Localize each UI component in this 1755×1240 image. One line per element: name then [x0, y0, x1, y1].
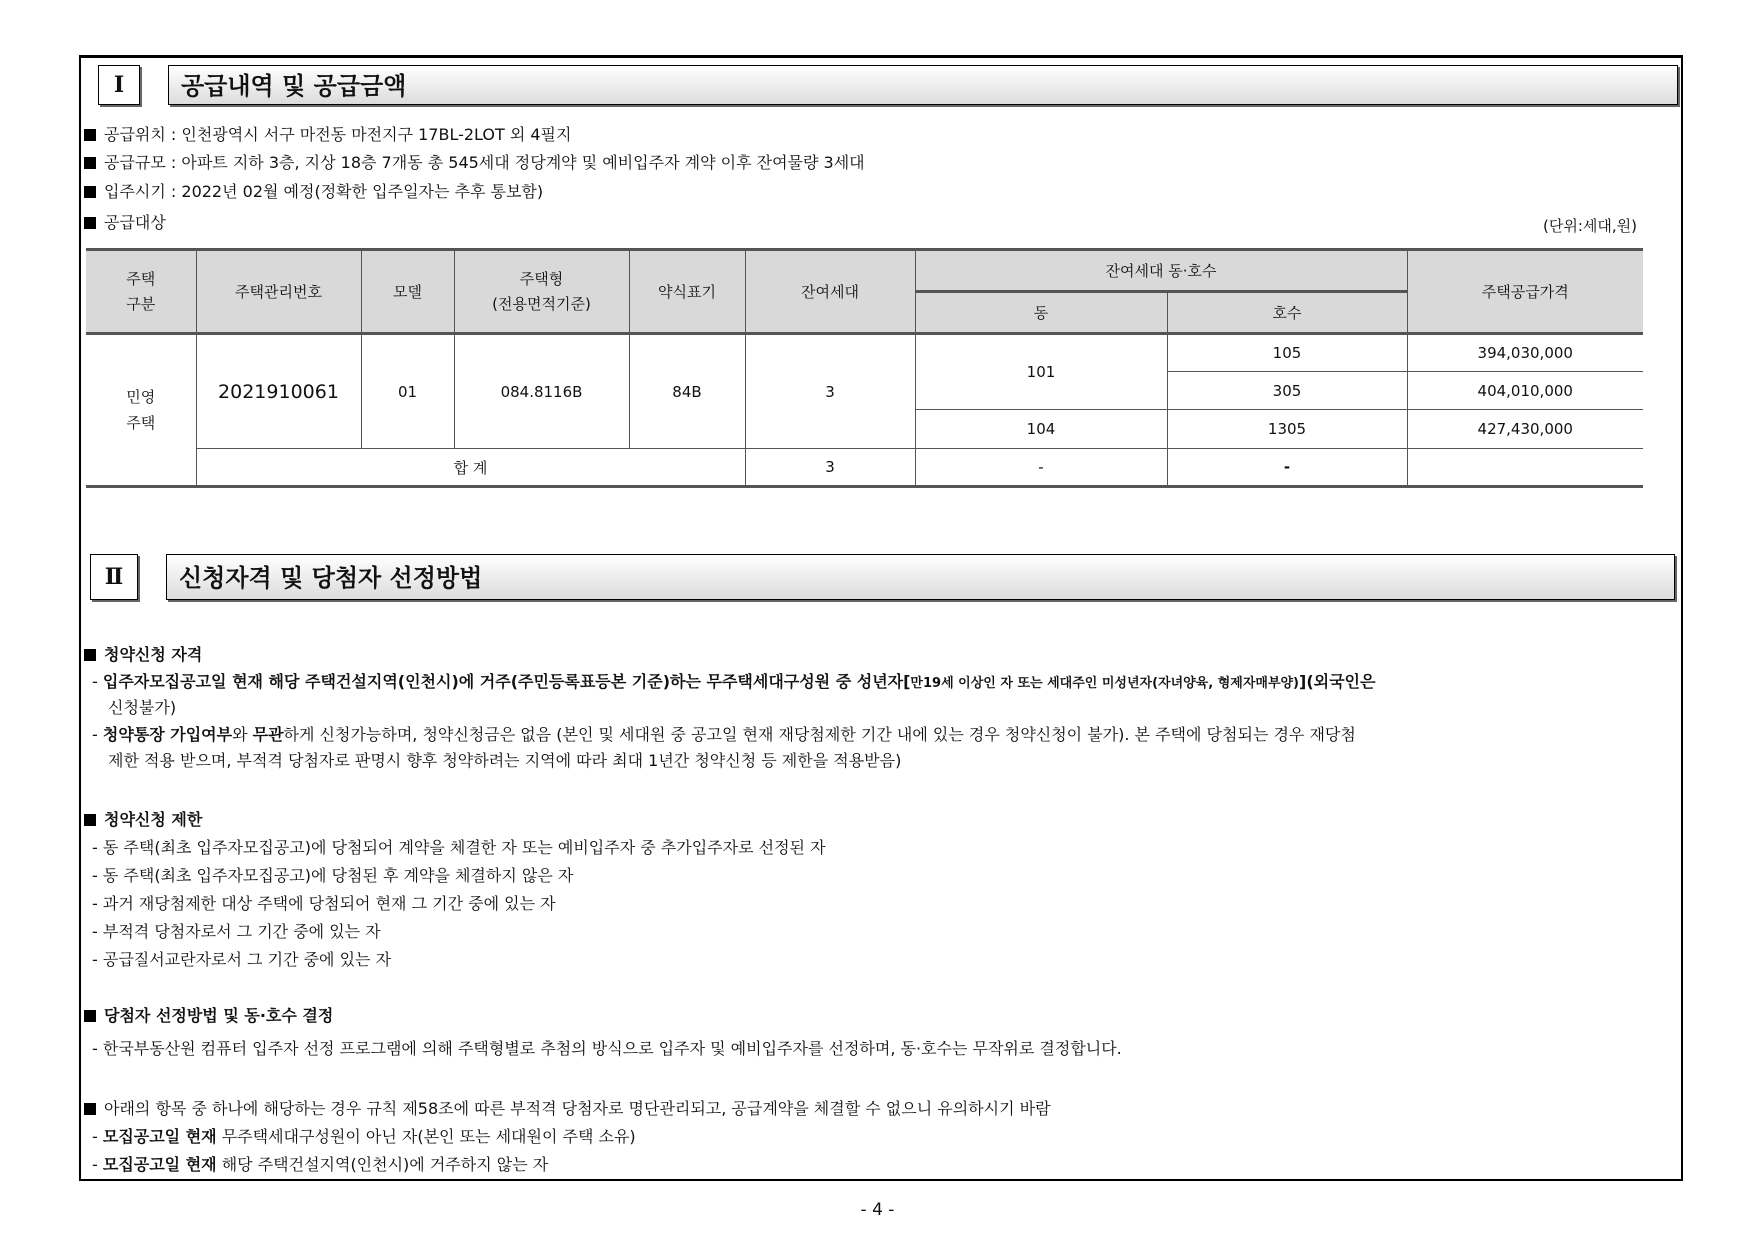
remaining-cell: 3 — [745, 334, 915, 449]
section-1-number: Ⅰ — [98, 65, 140, 105]
header-ho: 호수 — [1167, 292, 1407, 334]
square-bullet-icon — [84, 217, 96, 229]
ho-cell: 1305 — [1167, 410, 1407, 449]
ho-cell: 105 — [1167, 334, 1407, 372]
sum-remaining: 3 — [745, 449, 915, 487]
header-remaining: 잔여세대 — [745, 250, 915, 334]
section-2-number: Ⅱ — [90, 554, 138, 600]
abbr-cell: 84B — [629, 334, 745, 449]
model-cell: 01 — [361, 334, 454, 449]
header-abbr: 약식표기 — [629, 250, 745, 334]
section-1-title: 공급내역 및 공급금액 — [168, 65, 1678, 105]
sum-dong: - — [915, 449, 1167, 487]
sum-ho: - — [1167, 449, 1407, 487]
warning-item-2: - 모집공고일 현재 해당 주택건설지역(인천시)에 거주하지 않는 자 — [92, 1155, 549, 1174]
header-remaining-units: 잔여세대 동·호수 — [915, 250, 1407, 292]
square-bullet-icon — [84, 129, 96, 141]
restriction-item: - 동 주택(최초 입주자모집공고)에 당첨되어 계약을 체결한 자 또는 예비입주자 중 추가입주자로 선정된 자 — [92, 838, 826, 857]
square-bullet-icon — [84, 186, 96, 198]
sum-label: 합 계 — [196, 449, 745, 487]
table-row — [86, 334, 1643, 372]
warning-item-1: - 모집공고일 현재 무주택세대구성원이 아닌 자(본인 또는 세대원이 주택 소유) — [92, 1127, 636, 1146]
housing-type-cell: 084.8116B — [454, 334, 629, 449]
section-2-header — [90, 554, 1675, 596]
square-bullet-icon — [84, 814, 96, 826]
dong-cell: 104 — [915, 410, 1167, 449]
section-2-title: 신청자격 및 당첨자 선정방법 — [166, 554, 1675, 600]
header-housing-type: 주택형 (전용면적기준) — [454, 250, 629, 334]
supply-scale: 공급규모 : 아파트 지하 3층, 지상 18층 7개동 총 545세대 정당계약 및 예비입주자 계약 이후 잔여물량 3세대 — [84, 153, 865, 173]
qualification-item-1: - 입주자모집공고일 현재 해당 주택건설지역(인천시)에 거주(주민등록표등본 기준)하는 무주택세대구성원 중 성년자[만19세 이상인 자 또는 세대주인 미성년자(자녀양육, 형제자매부양)](외국인은 신청불가) — [92, 672, 1376, 717]
square-bullet-icon — [84, 1103, 96, 1115]
square-bullet-icon — [84, 649, 96, 661]
restriction-item: - 동 주택(최초 입주자모집공고)에 당첨된 후 계약을 체결하지 않은 자 — [92, 866, 574, 885]
page-number: - 4 - — [860, 1200, 895, 1220]
price-cell: 404,010,000 — [1407, 372, 1643, 410]
restriction-heading: 청약신청 제한 — [84, 810, 202, 830]
restriction-item: - 공급질서교란자로서 그 기간 중에 있는 자 — [92, 950, 392, 969]
housing-kind-cell: 민영 주택 — [86, 334, 196, 487]
price-cell: 427,430,000 — [1407, 410, 1643, 449]
qualification-item-2: - 청약통장 가입여부와 무관하게 신청가능하며, 청약신청금은 없음 (본인 및 세대원 중 공고일 현재 재당첨제한 기간 내에 있는 경우 청약신청이 불가). 본 주택에 당첨되는 경우 재당첨 제한 적용 받으며, 부적격 당첨자로 판명시 향후 청약하려는 지역에 따라 최대 1년간 청약신청 등 제한을 적용받음) — [92, 725, 1356, 770]
qualification-heading: 청약신청 자격 — [84, 645, 202, 665]
move-in-date: 입주시기 : 2022년 02월 예정(정확한 입주일자는 추후 통보함) — [84, 182, 543, 202]
selection-text: - 한국부동산원 컴퓨터 입주자 선정 프로그램에 의해 주택형별로 추첨의 방식으로 입주자 및 예비입주자를 선정하며, 동·호수는 무작위로 결정합니다. — [92, 1039, 1122, 1058]
supply-location: 공급위치 : 인천광역시 서구 마전동 마전지구 17BL-2LOT 외 4필지 — [84, 125, 571, 145]
sum-row — [86, 449, 1643, 487]
ho-cell: 305 — [1167, 372, 1407, 410]
price-cell: 394,030,000 — [1407, 334, 1643, 372]
section-1-header — [98, 65, 1678, 107]
sum-price — [1407, 449, 1643, 487]
selection-heading: 당첨자 선정방법 및 동·호수 결정 — [84, 1006, 333, 1026]
header-model: 모델 — [361, 250, 454, 334]
dong-cell: 101 — [915, 334, 1167, 410]
restriction-item: - 부적격 당첨자로서 그 기간 중에 있는 자 — [92, 922, 381, 941]
supply-target: 공급대상 — [84, 213, 166, 233]
header-housing-kind: 주택 구분 — [86, 250, 196, 334]
header-dong: 동 — [915, 292, 1167, 334]
unit-label: (단위:세대,원) — [1543, 217, 1637, 235]
header-mgmt-no: 주택관리번호 — [196, 250, 361, 334]
square-bullet-icon — [84, 157, 96, 169]
supply-table — [86, 248, 1643, 488]
warning-text: 아래의 항목 중 하나에 해당하는 경우 규칙 제58조에 따른 부적격 당첨자로 명단관리되고, 공급계약을 체결할 수 없으니 유의하시기 바람 — [84, 1099, 1051, 1119]
header-price: 주택공급가격 — [1407, 250, 1643, 334]
restriction-item: - 과거 재당첨제한 대상 주택에 당첨되어 현재 그 기간 중에 있는 자 — [92, 894, 556, 913]
square-bullet-icon — [84, 1010, 96, 1022]
mgmt-no-cell: 2021910061 — [196, 334, 361, 449]
